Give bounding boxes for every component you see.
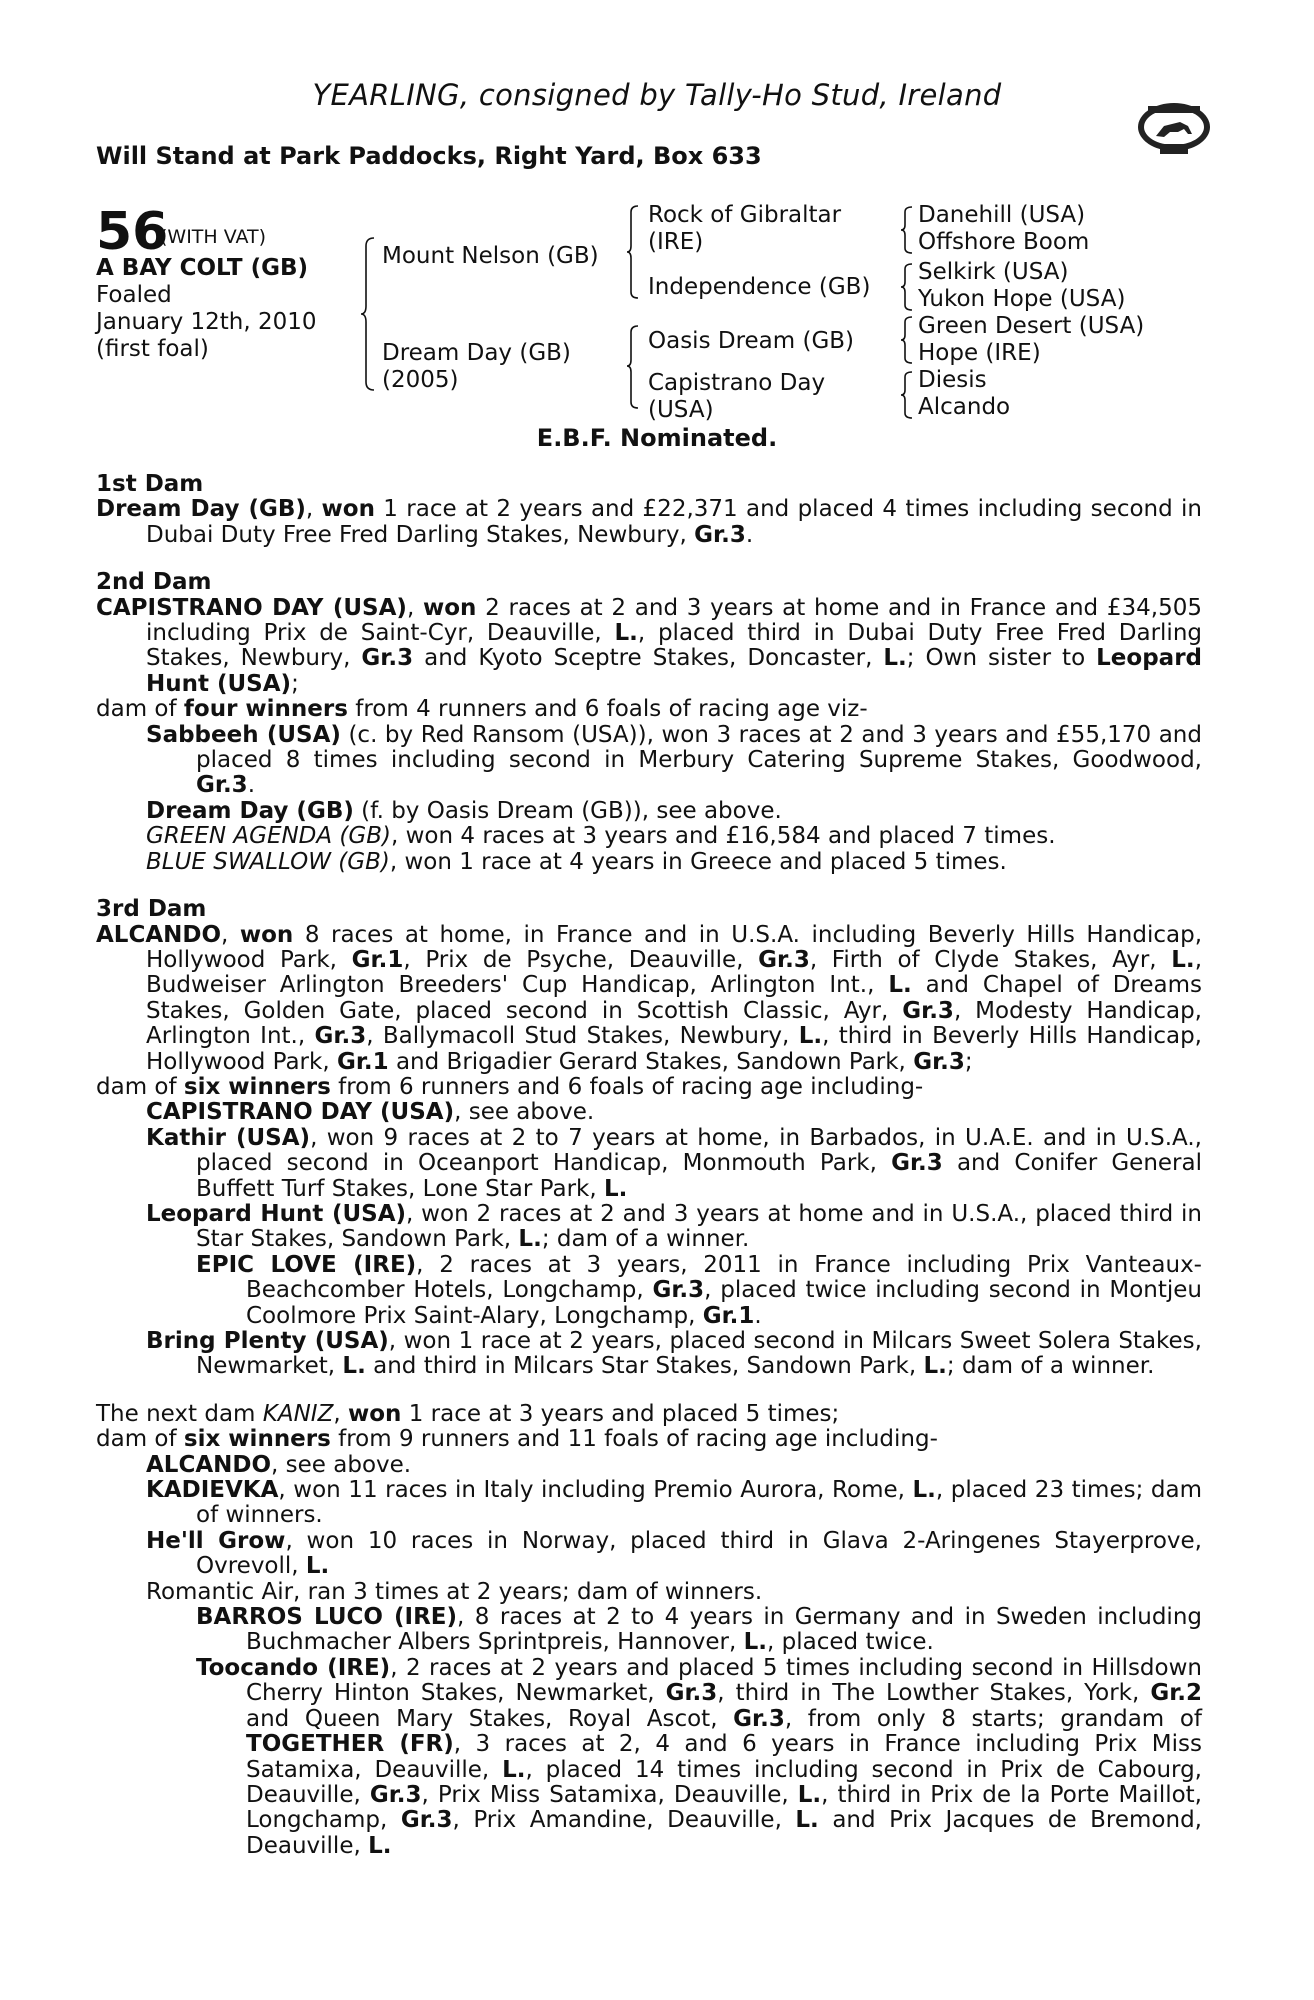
text: , 2 races at 2 years and placed 5 times including second in Hillsdown Cherry Hinton Stakes, Newmarket, xyxy=(246,1654,1202,1707)
text: , won 1 race at 4 years in Greece and placed 5 times. xyxy=(389,848,1007,875)
dam-year: (2005) xyxy=(382,367,459,393)
grandsire-6: Hope (IRE) xyxy=(918,340,1041,366)
horse-name: BLUE SWALLOW (GB) xyxy=(146,848,390,875)
next-dam-paragraph xyxy=(96,1402,1202,1427)
text: 8 races at home, in France and in U.S.A. including Beverly Hills Handicap, Hollywood Park, xyxy=(146,921,1203,973)
grade: L. xyxy=(923,1353,947,1380)
text: ; xyxy=(291,670,299,697)
sire-sire-l2: (IRE) xyxy=(648,229,704,255)
horse-name: Leopard Hunt (USA) xyxy=(146,1200,407,1227)
text: . xyxy=(247,772,255,799)
dam-dam-l1: Capistrano Day xyxy=(648,370,826,396)
text: ; Own sister to xyxy=(906,645,1097,672)
grade: Gr.1 xyxy=(351,946,404,973)
text: , Modesty Handicap, Arlington Int., xyxy=(146,997,1202,1050)
text: (c. by Red Ransom (USA)), won 3 races at 2 and 3 years and £55,170 and placed 8 times including second in Merbury Catering Supreme Stakes, Goodwood, xyxy=(196,721,1202,774)
grade: Gr.3 xyxy=(902,997,954,1024)
produce-entry xyxy=(96,799,1202,824)
produce-entry xyxy=(96,1329,1202,1380)
grade: Gr.3 xyxy=(361,645,414,672)
text: , from only 8 starts; grandam of xyxy=(784,1705,1203,1732)
grade: L. xyxy=(798,1023,823,1050)
yearling-bonus-badge-icon xyxy=(1134,96,1214,158)
dam-sire: Oasis Dream (GB) xyxy=(648,328,855,354)
second-dam-paragraph: CAPISTRANO DAY (USA), won 2 races at 2 and 3 years at home and in France and £34,505 including Prix de Saint-Cyr, Deauville, L., placed third in Dubai Duty Free Fred Darling Stakes, Newbury, Gr.3 and Kyoto Sceptre Stakes, Doncaster, L.; Own sister to Leopard Hunt (USA); xyxy=(96,594,1203,697)
produce-entry xyxy=(96,1453,1202,1478)
text: and Queen Mary Stakes, Royal Ascot, xyxy=(246,1705,734,1732)
first-dam-paragraph: Dream Day (GB), won 1 race at 2 years and £22,371 and placed 4 times including second in Dubai Duty Free Fred Darling Stakes, Newbury, Gr.3. xyxy=(96,496,1203,548)
horse-name: KANIZ xyxy=(262,1400,334,1427)
text: , 8 races at 2 to 4 years in Germany and in Sweden including Buchmacher Albers Sprintpreis, Hannover, xyxy=(246,1604,1202,1656)
text: ; dam of a winner. xyxy=(946,1353,1155,1380)
grade: L. xyxy=(342,1353,366,1380)
grade: L. xyxy=(1171,946,1195,973)
horse-name: BARROS LUCO (IRE) xyxy=(196,1604,458,1631)
produce-entry xyxy=(96,824,1202,849)
produce-entry xyxy=(96,1656,1202,1859)
horse-name: Toocando (IRE) xyxy=(196,1654,391,1681)
horse-name: Kathir (USA) xyxy=(146,1124,311,1151)
pedigree-bracket xyxy=(900,370,914,420)
lot-name: A BAY COLT (GB) xyxy=(96,255,309,281)
text: , won 10 races in Norway, placed third in Glava 2-Aringenes Stayerprove, Ovrevoll, xyxy=(196,1527,1202,1580)
pedigree-bracket xyxy=(626,324,640,410)
text: 1 race at 2 years and £22,371 and placed 4 times including second in Dubai Duty Free Fred Darling Stakes, Newbury, xyxy=(146,496,1203,548)
grade: Gr.1 xyxy=(702,1302,755,1329)
text: , xyxy=(333,1400,348,1427)
lot-vat: (WITH VAT) xyxy=(160,226,267,248)
dam-of-line xyxy=(96,697,1202,722)
text: , placed 14 times including second in Prix de Cabourg, Deauville, xyxy=(246,1756,1202,1808)
text: Romantic Air, ran 3 times at 2 years; dam of winners. xyxy=(146,1578,763,1605)
text: , Prix de Psyche, Deauville, xyxy=(403,946,759,973)
grade: Gr.3 xyxy=(758,946,810,973)
horse-name: GREEN AGENDA (GB) xyxy=(146,823,391,850)
grade: L. xyxy=(888,972,912,999)
stand-location: Will Stand at Park Paddocks, Right Yard, Box 633 xyxy=(96,142,762,170)
text: , Ballymacoll Stud Stakes, Newbury, xyxy=(366,1023,799,1050)
grade: L. xyxy=(743,1629,768,1656)
text: and third in Milcars Star Stakes, Sandown Park, xyxy=(365,1353,924,1380)
grade: Gr.3 xyxy=(400,1807,453,1834)
grade: L. xyxy=(614,620,638,647)
text: , placed 23 times; dam of winners. xyxy=(196,1477,1202,1529)
second-dam-heading: 2nd Dam xyxy=(96,569,212,596)
text: , won 11 races in Italy including Premio Aurora, Rome, xyxy=(278,1477,913,1504)
text: , placed twice. xyxy=(767,1629,934,1656)
pedigree-bracket xyxy=(900,315,914,365)
horse-name: KADIEVKA xyxy=(146,1477,279,1504)
produce-entry xyxy=(96,1529,1202,1580)
text: , third in Beverly Hills Handicap, Hollywood Park, xyxy=(146,1023,1202,1075)
text: , placed third in Dubai Duty Free Fred Darling Stakes, Newbury, xyxy=(146,620,1202,672)
horse-name: Bring Plenty (USA) xyxy=(146,1328,389,1354)
dam-dam-l2: (USA) xyxy=(648,397,714,423)
text: ; dam of a winner. xyxy=(541,1226,750,1253)
text: , third in The Lowther Stakes, York, xyxy=(717,1680,1151,1707)
grade: L. xyxy=(604,1175,628,1202)
text: , won 2 races at 2 and 3 years at home and in U.S.A., placed third in Star Stakes, Sandown Park, xyxy=(196,1200,1202,1253)
text: and Brigadier Gerard Stakes, Sandown Park, xyxy=(388,1048,914,1075)
grade: Gr.1 xyxy=(336,1048,389,1075)
horse-name: TOGETHER (FR) xyxy=(246,1731,454,1758)
grade: Gr.3 xyxy=(913,1048,965,1075)
text: and Conifer General Buffett Turf Stakes, Lone Star Park, xyxy=(196,1150,1202,1202)
won-label: won xyxy=(321,496,375,523)
grade: L. xyxy=(502,1756,526,1783)
grade: Gr.3 xyxy=(314,1023,367,1050)
produce-entry xyxy=(96,1100,1202,1125)
text: 1 race at 3 years and placed 5 times; xyxy=(401,1400,840,1427)
grandsire-3: Selkirk (USA) xyxy=(918,259,1069,285)
horse-name: Dream Day (GB) xyxy=(146,797,354,824)
grade: L. xyxy=(797,1781,822,1808)
grandsire-4: Yukon Hope (USA) xyxy=(918,286,1126,312)
grade: Gr.3 xyxy=(891,1150,943,1177)
third-dam-paragraph: ALCANDO, won 8 races at home, in France and in U.S.A. including Beverly Hills Handicap, Hollywood Park, Gr.1, Prix de Psyche, Deauville, Gr.3, Firth of Clyde Stakes, Ayr, L., Budweiser Arlington Breeders' Cup Handicap, Arlington Int., L. and Chapel of Dreams Stakes, Golden Gate, placed second in Scottish Classic, Ayr, Gr.3, Modesty Handicap, Arlington Int., Gr.3, Ballymacoll Stud Stakes, Newbury, L., third in Beverly Hills Handicap, Hollywood Park, Gr.1 and Brigadier Gerard Stakes, Sandown Park, Gr.3; xyxy=(96,921,1203,1075)
text: , won 4 races at 3 years and £16,584 and placed 7 times. xyxy=(390,823,1056,850)
winners-count: four winners xyxy=(183,696,348,723)
text: and Chapel of Dreams Stakes, Golden Gate, placed second in Scottish Classic, Ayr, xyxy=(146,972,1202,1024)
pedigree-bracket xyxy=(360,236,376,392)
horse-name: ALCANDO xyxy=(146,1451,272,1478)
text: , placed twice including second in Montjeu Coolmore Prix Saint-Alary, Longchamp, xyxy=(246,1277,1202,1329)
pedigree-bracket xyxy=(900,205,914,255)
text: , third in Prix de la Porte Maillot, Longchamp, xyxy=(246,1781,1202,1834)
text: and Kyoto Sceptre Stakes, Doncaster, xyxy=(413,645,884,672)
text: , won 9 races at 2 to 7 years at home, in Barbados, in U.A.E. and in U.S.A., placed second in Oceanport Handicap, Monmouth Park, xyxy=(196,1124,1202,1177)
grade: L. xyxy=(795,1807,819,1834)
grade: Gr.3 xyxy=(665,1680,718,1707)
produce-entry xyxy=(96,1126,1202,1202)
page-header-title: YEARLING, consigned by Tally-Ho Stud, Ireland xyxy=(312,78,1002,112)
text: . xyxy=(754,1302,762,1329)
text: from 9 runners and 11 foals of racing age including- xyxy=(330,1426,938,1453)
grandsire-1: Danehill (USA) xyxy=(918,202,1086,228)
text: , see above. xyxy=(271,1451,412,1478)
grandsire-5: Green Desert (USA) xyxy=(918,313,1145,339)
produce-entry xyxy=(96,1605,1202,1656)
foaled-label: Foaled xyxy=(96,282,172,308)
grade: Gr.3 xyxy=(652,1277,705,1304)
text: , Firth of Clyde Stakes, Ayr, xyxy=(809,946,1172,973)
produce-entry xyxy=(96,723,1202,799)
text: , Prix Amandine, Deauville, xyxy=(452,1807,796,1834)
won-label: won xyxy=(239,921,294,948)
dam-name: Dream Day (GB) xyxy=(382,340,571,366)
grandsire-2: Offshore Boom xyxy=(918,229,1090,255)
pedigree-notes xyxy=(96,472,1202,1859)
produce-entry xyxy=(96,1478,1202,1529)
grade: L. xyxy=(883,645,907,672)
grade: L. xyxy=(912,1477,936,1504)
third-dam-heading: 3rd Dam xyxy=(96,896,207,923)
text: , 2 races at 3 years, 2011 in France including Prix Vanteaux-Beachcomber Hotels, Longchamp, xyxy=(246,1251,1202,1304)
produce-entry xyxy=(96,1580,1202,1605)
text: dam of xyxy=(96,1073,184,1100)
foaled-date: January 12th, 2010 xyxy=(96,309,317,335)
sire-dam: Independence (GB) xyxy=(648,274,871,300)
horse-name: ALCANDO xyxy=(96,921,222,948)
sire-sire-l1: Rock of Gibraltar xyxy=(648,202,842,228)
grade: Gr.3 xyxy=(196,772,248,799)
won-label: won xyxy=(347,1400,402,1427)
text: and Prix Jacques de Bremond, Deauville, xyxy=(246,1807,1202,1859)
horse-name: Dream Day (GB) xyxy=(96,496,306,523)
text: The next dam xyxy=(96,1400,263,1427)
horse-name: He'll Grow xyxy=(146,1527,286,1554)
dam-of-line xyxy=(96,1075,1202,1100)
produce-entry xyxy=(96,850,1202,875)
grade: L. xyxy=(368,1832,392,1859)
horse-name: CAPISTRANO DAY (USA) xyxy=(146,1099,455,1126)
pedigree-bracket xyxy=(900,262,914,312)
grade: Gr.2 xyxy=(1150,1680,1202,1707)
text: , Budweiser Arlington Breeders' Cup Handicap, Arlington Int., xyxy=(146,946,1202,999)
produce-entry xyxy=(96,1202,1202,1253)
grandsire-8: Alcando xyxy=(918,394,1011,420)
text: from 6 runners and 6 foals of racing age including- xyxy=(330,1073,924,1100)
foal-note: (first foal) xyxy=(96,336,209,362)
text: , see above. xyxy=(454,1099,595,1126)
grade: Gr.3 xyxy=(694,521,746,548)
lot-number: 56 xyxy=(96,202,169,262)
text: , 3 races at 2, 4 and 6 years in France including Prix Miss Satamixa, Deauville, xyxy=(246,1731,1202,1783)
grandsire-7: Diesis xyxy=(918,367,987,393)
text: dam of xyxy=(96,696,184,723)
text: (f. by Oasis Dream (GB)), see above. xyxy=(353,797,782,824)
text: . xyxy=(745,521,754,548)
grade: L. xyxy=(518,1226,542,1253)
text: , Prix Miss Satamixa, Deauville, xyxy=(421,1781,798,1808)
pedigree-bracket xyxy=(626,204,640,300)
horse-name: EPIC LOVE (IRE) xyxy=(196,1251,417,1278)
ebf-nominated: E.B.F. Nominated. xyxy=(536,424,778,452)
horse-name: Sabbeeh (USA) xyxy=(146,721,341,748)
text: 2 races at 2 and 3 years at home and in France and £34,505 including Prix de Saint-Cyr, Deauville, xyxy=(146,594,1202,647)
text: from 4 runners and 6 foals of racing age viz- xyxy=(347,696,868,723)
sire-name: Mount Nelson (GB) xyxy=(382,243,599,269)
grade: Gr.3 xyxy=(369,1781,422,1808)
text: dam of xyxy=(96,1426,184,1453)
produce-entry xyxy=(96,1253,1202,1329)
winners-count: six winners xyxy=(183,1073,331,1100)
won-label: won xyxy=(422,594,477,621)
grade: L. xyxy=(305,1553,330,1580)
grade: Gr.3 xyxy=(733,1705,785,1732)
winners-count: six winners xyxy=(183,1426,331,1453)
first-dam-heading: 1st Dam xyxy=(96,471,204,497)
text: , won 1 race at 2 years, placed second in Milcars Sweet Solera Stakes, Newmarket, xyxy=(196,1328,1202,1380)
horse-name: CAPISTRANO DAY (USA) xyxy=(96,594,407,621)
horse-name: Leopard Hunt (USA) xyxy=(146,645,1203,697)
dam-of-line xyxy=(96,1427,1202,1452)
text: ; xyxy=(964,1048,973,1075)
